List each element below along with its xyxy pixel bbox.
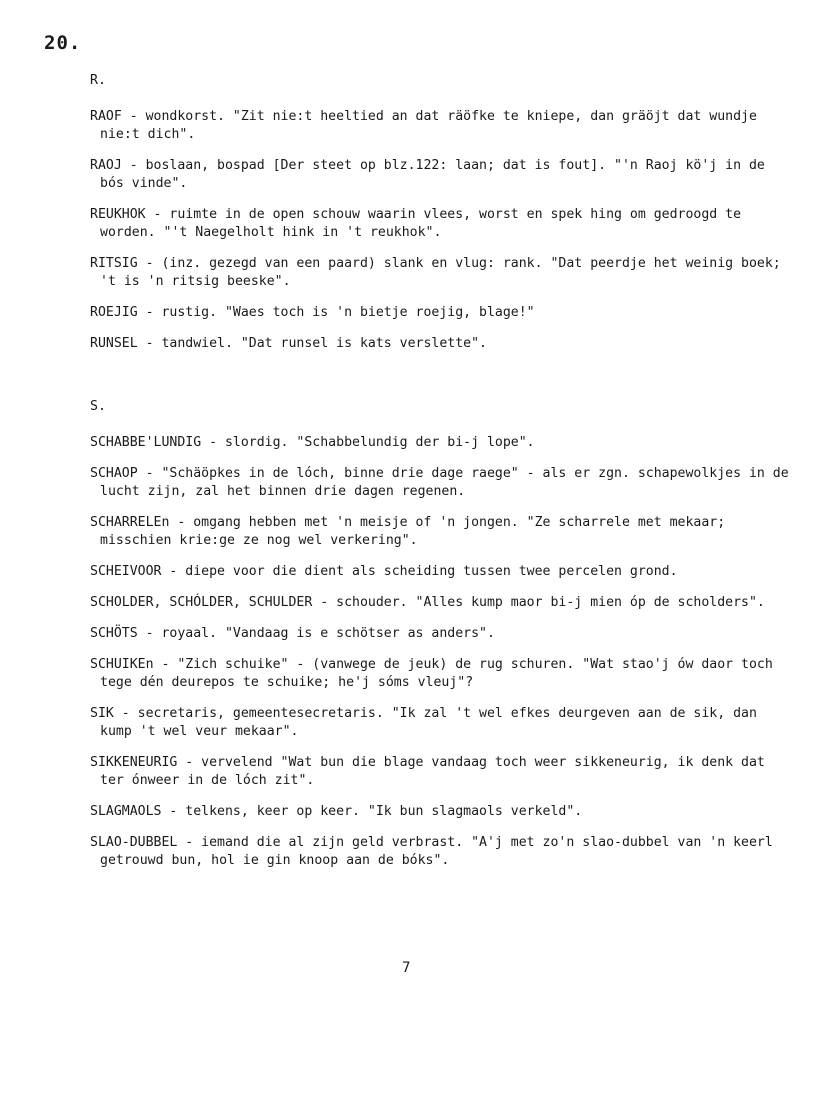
entry-schabbelundig: SCHABBE'LUNDIG - slordig. "Schabbelundig der bi-j lope". — [90, 435, 535, 450]
section-divider — [90, 366, 790, 398]
entry-scheivoor: SCHEIVOOR - diepe voor die dient als scheiding tussen twee percelen grond. — [90, 564, 678, 579]
entry-schaop: SCHAOP - "Schäöpkes in de lóch, binne drie dage raege" - als er zgn. schapewolkjes in de lucht zijn, zal het binnen drie dagen regenen. — [90, 466, 789, 499]
footer-page-number: 7 — [402, 960, 411, 976]
section-s — [90, 398, 790, 870]
page-header-number: 20. — [44, 32, 82, 54]
entry-raof: RAOF - wondkorst. "Zit nie:t heeltied an dat räöfke te kniepe, dan gräöjt dat wundje nie:t dich". — [90, 109, 757, 142]
section-r — [90, 72, 790, 353]
entry-slao-dubbel: SLAO-DUBBEL - iemand die al zijn geld verbrast. "A'j met zo'n slao-dubbel van 'n keerl getrouwd bun, hol ie gin knoop aan de bóks". — [90, 835, 773, 868]
entry-sik: SIK - secretaris, gemeentesecretaris. "Ik zal 't wel efkes deurgeven aan de sik, dan kump 't wel veur mekaar". — [90, 706, 757, 739]
entry-reukhok: REUKHOK - ruimte in de open schouw waarin vlees, worst en spek hing om gedroogd te worden. "'t Naegelholt hink in 't reukhok". — [90, 207, 742, 240]
entry-schuiken: SCHUIKEn - "Zich schuike" - (vanwege de jeuk) de rug schuren. "Wat stao'j ów daor toch tege dén deurepos te schuike; he'j sóms vleuj"? — [90, 657, 773, 690]
entry-runsel: RUNSEL - tandwiel. "Dat runsel is kats verslette". — [90, 336, 487, 351]
entry-schots: SCHÖTS - royaal. "Vandaag is e schötser as anders". — [90, 626, 495, 641]
section-letter: S. — [90, 399, 106, 414]
entry-ritsig: RITSIG - (inz. gezegd van een paard) slank en vlug: rank. "Dat peerdje het weinig boek; 't is 'n ritsig beeske". — [90, 256, 781, 289]
entry-roejig: ROEJIG - rustig. "Waes toch is 'n bietje roejig, blage!" — [90, 305, 535, 320]
entry-slagmaols: SLAGMAOLS - telkens, keer op keer. "Ik bun slagmaols verkeld". — [90, 804, 583, 819]
section-letter: R. — [90, 73, 106, 88]
document-body — [90, 72, 790, 883]
entry-raoj: RAOJ - boslaan, bospad [Der steet op blz.122: laan; dat is fout]. "'n Raoj kö'j in de bós vinde". — [90, 158, 765, 191]
entry-sikkeneurig: SIKKENEURIG - vervelend "Wat bun die blage vandaag toch weer sikkeneurig, ik denk dat ter ónweer in de lóch zit". — [90, 755, 765, 788]
entry-scharrelen: SCHARRELEn - omgang hebben met 'n meisje of 'n jongen. "Ze scharrele met mekaar; misschien krie:ge ze nog wel verkering". — [90, 515, 726, 548]
entry-scholder: SCHOLDER, SCHÓLDER, SCHULDER - schouder. "Alles kump maor bi-j mien óp de scholders". — [90, 595, 765, 610]
